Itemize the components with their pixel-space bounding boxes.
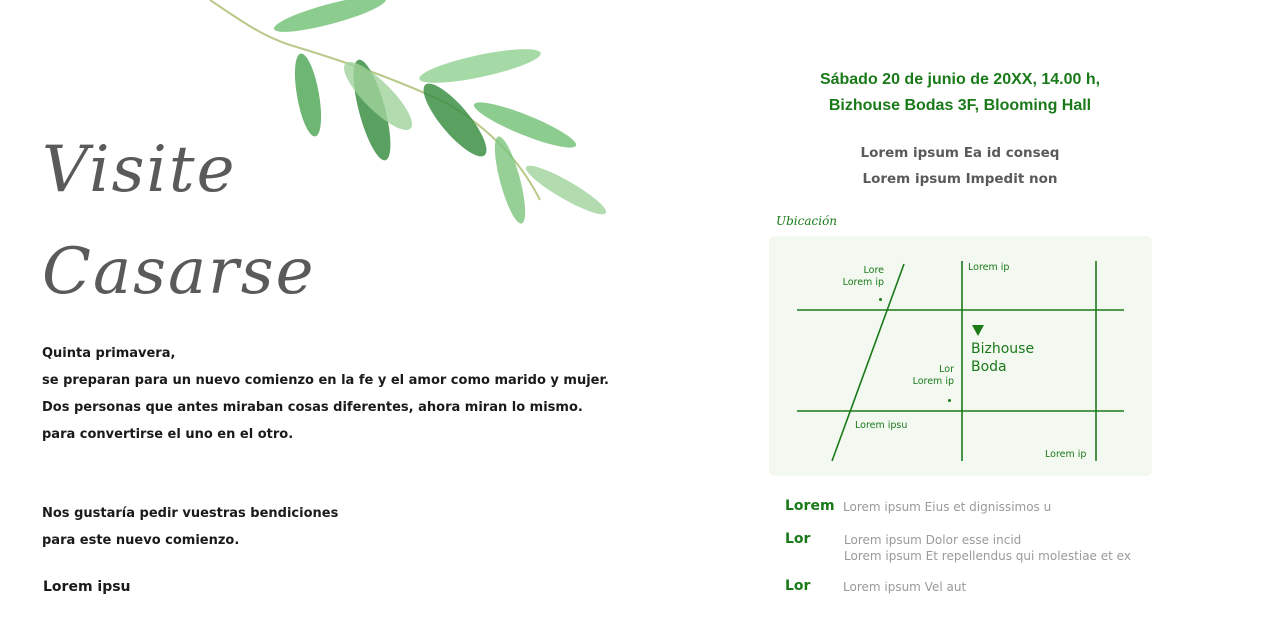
detail-value: Lorem ipsum Vel aut [843,580,967,594]
body-line: se preparan para un nuevo comienzo en la fe y el amor como marido y mujer. [42,373,609,388]
map-heading: Ubicación [776,214,838,228]
blessing-text [42,500,542,554]
detail-key: Lor [785,531,811,547]
info-line: Lorem ipsum Ea id conseq [860,145,1060,161]
info-line: Lorem ipsum Impedit non [862,171,1058,187]
venue-marker-icon [972,325,984,336]
event-date: Sábado 20 de junio de 20XX, 14.00 h, [819,71,1101,88]
signature: Lorem ipsu [43,579,131,595]
map-dot [879,298,882,301]
blessing-line: Nos gustaría pedir vuestras bendiciones [42,506,339,521]
body-line: Dos personas que antes miraban cosas diferentes, ahora miran lo mismo. [42,400,583,415]
body-line: Quinta primavera, [42,346,176,361]
event-venue: Bizhouse Bodas 3F, Blooming Hall [828,97,1092,114]
detail-value: Lorem ipsum Dolor esse incid Lorem ipsum Et repellendus qui molestiae et ex [844,533,1131,563]
map-dot [948,399,951,402]
detail-value: Lorem ipsum Eius et dignissimos u [843,500,1052,514]
map-label-top-mid: Lorem ip [968,262,1010,273]
map-label-bottom-left: Lorem ipsu [855,420,908,431]
blessing-line: para este nuevo comienzo. [42,533,240,548]
body-line: para convertirse el uno en el otro. [42,427,294,442]
location-map [769,236,1152,476]
title-line-1: Visite [42,133,237,207]
detail-key: Lorem [785,498,835,514]
map-label-bottom-right: Lorem ip [1045,449,1087,460]
invitation-body [42,340,662,448]
event-info [780,140,1140,192]
map-roads [769,236,1152,476]
leaf-branch-illustration [200,0,620,240]
title-line-2: Casarse [42,235,316,309]
map-label-top-left: Lore Lorem ip [842,265,884,288]
map-venue-label: Bizhouse Boda [971,341,1035,375]
map-label-mid: Lor Lorem ip [912,364,954,387]
event-date-block [780,67,1140,119]
detail-key: Lor [785,578,811,594]
